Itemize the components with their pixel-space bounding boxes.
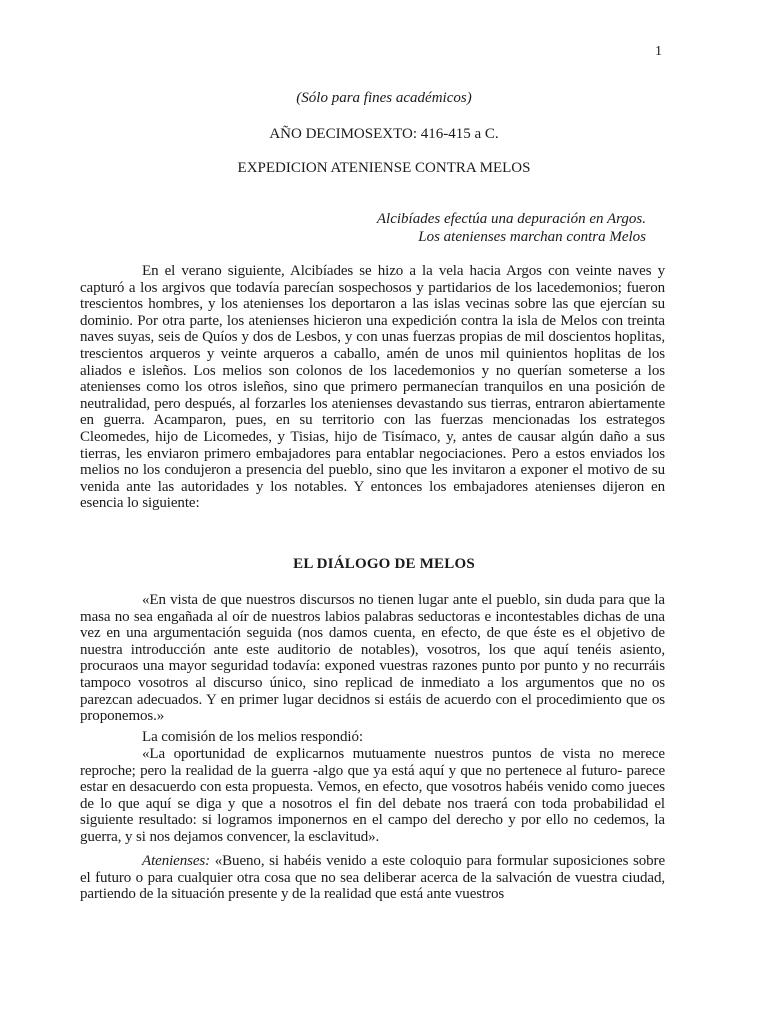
melian-reply-paragraph: «La oportunidad de explicarnos mutuamente nuestros puntos de vista no merece reproche; pero la realidad de la guerra -algo que ya está aquí y que no pertenece al futuro- parece estar en desacuerdo con esta propuesta. Vemos, en efecto, que vosotros habéis venido como jueces de lo que aquí se diga y que a nosotros el fin del debate nos traerá con toda probabilidad el siguiente resultado: si logramos imponernos en el campo del derecho y por ello no cedemos, la guerra, y si nos dejamos convencer, la esclavitud».: [80, 746, 665, 845]
year-heading: AÑO DECIMOSEXTO: 416-415 a C.: [269, 126, 499, 142]
section-title: EL DIÁLOGO DE MELOS: [293, 556, 475, 572]
expedition-heading: EXPEDICION ATENIENSE CONTRA MELOS: [237, 160, 531, 176]
athenian-opening-paragraph: «En vista de que nuestros discursos no tienen lugar ante el pueblo, sin duda para que la masa no sea engañada al oír de nuestros labios palabras seductoras e incontestables dichas de una vez en una argumentación seguida (nos damos cuenta, en efecto, de que éste es el objetivo de nuestra introducción ante este auditorio de notables), vosotros, los que aquí tenéis asiento, procuraos una mayor seguridad todavía: exponed vuestras razones punto por punto y no recurráis tampoco vosotros al discurso único, sino replicad de inmediato a los argumentos que no os parezcan adecuados. Y en primer lugar decidnos si estáis de acuerdo con el procedimiento que os proponemos.»: [80, 592, 665, 725]
page-number: 1: [655, 44, 662, 59]
athenians-paragraph: [80, 853, 665, 903]
athenians-speech: «Bueno, si habéis venido a este coloquio para formular suposiciones sobre el futuro o para cualquier otra cosa que no sea deliberar acerca de la salvación de vuestra ciudad, partiendo de la situación presente y de la realidad que está ante vuestros: [80, 853, 665, 903]
academic-notice: (Sólo para fines académicos): [296, 90, 472, 106]
epigraph-line-2: Los atenienses marchan contra Melos: [418, 229, 646, 245]
intro-paragraph: En el verano siguiente, Alcibíades se hizo a la vela hacia Argos con veinte naves y capturó a los argivos que todavía parecían sospechosos y partidarios de los lacedemonios; fueron trescientos hombres, y los atenienses los deportaron a las islas vecinas sobre las que ejercían su dominio. Por otra parte, los atenienses hicieron una expedición contra la isla de Melos con treinta naves suyas, seis de Quíos y dos de Lesbos, y con unas fuerzas propias de mil doscientos hoplitas, trescientos arqueros y veinte arqueros a caballo, amén de unos mil quinientos hoplitas de los aliados e isleños. Los melios son colonos de los lacedemonios y no querían someterse a los atenienses como los otros isleños, sino que primero permanecían tranquilos en una posición de neutralidad, pero después, al forzarles los atenienses devastando sus tierras, entraron abiertamente en guerra. Acamparon, pues, en su territorio con las fuerzas mencionadas los estrategos Cleomedes, hijo de Licomedes, y Tisias, hijo de Tisímaco, y, antes de causar algún daño a sus tierras, les enviaron primero embajadores para entablar negociaciones. Pero a estos enviados los melios no los condujeron a presencia del pueblo, sino que les invitaron a exponer el motivo de su venida ante las autoridades y los notables. Y entonces los embajadores atenienses dijeron en esencia lo siguiente:: [80, 263, 665, 512]
speaker-label: Atenienses:: [142, 853, 211, 869]
epigraph-line-1: Alcibíades efectúa una depuración en Argos.: [376, 211, 646, 227]
melian-intro-line: La comisión de los melios respondió:: [142, 729, 363, 745]
